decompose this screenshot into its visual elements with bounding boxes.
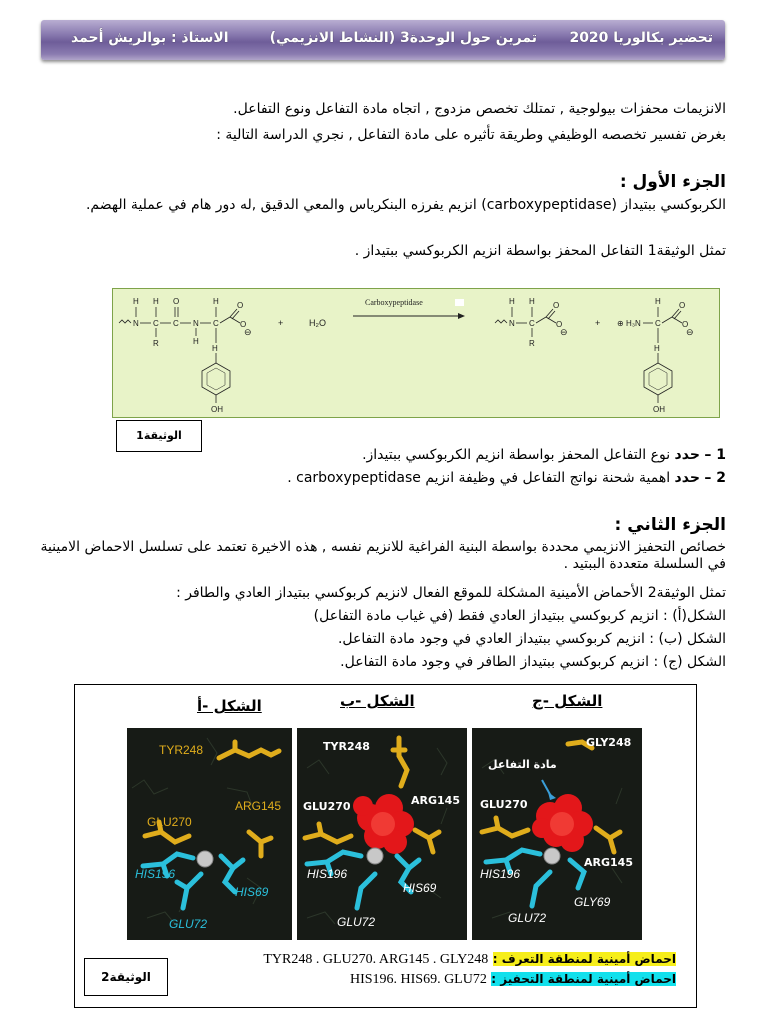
- atom-label: H: [212, 344, 218, 353]
- residue-label: HIS196: [135, 867, 176, 881]
- water-label: H₂O: [309, 318, 326, 328]
- charge-label: ⊖: [686, 327, 694, 337]
- legend-recognition-values: TYR248 . GLU270. ARG145 . GLY248: [263, 952, 489, 967]
- part2-paragraph: خصائص التحفيز الانزيمي محددة بواسطة البنية الفراغية للانزيم نفسه , هذه الاخيرة تعتمد على تسلسل الاحماض الامينية في السلسلة متعددة الببتيد .: [40, 539, 726, 572]
- figure1-caption: الوثيقة1: [116, 420, 202, 452]
- question-2-text: اهمية شحنة نواتج التفاعل في وظيفة انزيم carboxypeptidase .: [287, 470, 671, 486]
- atom-label: H: [529, 297, 535, 306]
- residue-label: ARG145: [235, 799, 282, 813]
- legend-recognition: [263, 951, 676, 968]
- residue-label: GLU270: [147, 815, 192, 829]
- shape-a-label: الشكل -أ: [197, 697, 262, 715]
- residue-label: HIS196: [480, 867, 521, 881]
- atom-label: OH: [653, 405, 665, 414]
- atom-label: C: [655, 319, 661, 328]
- substrate-molecule: [353, 794, 414, 854]
- atom-label: OH: [211, 405, 223, 414]
- substrate-label: مادة التفاعل: [488, 758, 557, 771]
- atom-label: H: [213, 297, 219, 306]
- header-banner: [41, 20, 725, 60]
- residue-label: ARG145: [584, 856, 633, 869]
- charge-label: ⊖: [244, 327, 252, 337]
- part2-title: الجزء الثاني :: [614, 515, 726, 535]
- residue-label: HIS196: [307, 867, 348, 881]
- charge-label: ⊕: [617, 319, 624, 328]
- atom-label: C: [213, 319, 219, 328]
- panel-c-image: [472, 728, 642, 940]
- residue-label: GLY248: [586, 736, 632, 749]
- legend-catalytic-label: احماض أمينية لمنطقة التحفيز :: [491, 972, 676, 986]
- residue-label: HIS69: [235, 885, 269, 899]
- atom-label: R: [153, 339, 159, 348]
- atom-label: R: [529, 339, 535, 348]
- residue-label: TYR248: [159, 743, 204, 757]
- figure-a-description: الشكل(أ) : انزيم كربوكسي ببتيداز العادي فقط (في غياب مادة التفاعل): [313, 608, 726, 624]
- atom-label: H: [655, 297, 661, 306]
- atom-label: C: [173, 319, 179, 328]
- plus-sign: +: [278, 318, 284, 328]
- atom-label: O: [553, 301, 560, 310]
- panel-b-image: [297, 728, 467, 940]
- figure-c-description: الشكل (ج) : انزيم كربوكسي ببتيداز الطافر في وجود مادة التفاعل.: [340, 654, 726, 670]
- residue-label: GLU270: [480, 798, 528, 811]
- atom-label: O: [173, 297, 180, 306]
- atom-label: O: [237, 301, 244, 310]
- legend-catalytic-values: HIS196. HIS69. GLU72: [349, 972, 487, 987]
- atom-label: H: [133, 297, 139, 306]
- intro-line-1: الانزيمات محفزات بيولوجية , تمتلك تخصص مزدوج , اتجاه مادة التفاعل ونوع التفاعل.: [233, 101, 726, 117]
- residue-label: GLY69: [574, 895, 611, 909]
- question-2-number: 2 –: [704, 470, 726, 486]
- atom-label: H: [509, 297, 515, 306]
- cyan-residues: [143, 854, 243, 908]
- question-1: [362, 447, 726, 464]
- shape-c-label: الشكل -ج: [532, 692, 603, 710]
- residue-label: ARG145: [411, 794, 460, 807]
- header-subtitle: تمرين حول الوحدة3 (النشاط الانزيمي): [269, 30, 537, 46]
- atom-label: H₃N: [626, 319, 641, 328]
- question-1-number: 1 –: [704, 447, 726, 463]
- intro-line-2: بغرض تفسير تخصصه الوظيفي وطريقة تأثيره على مادة التفاعل , نجري الدراسة التالية :: [216, 127, 726, 143]
- substrate-molecule: [119, 297, 252, 414]
- atom-label: O: [679, 301, 686, 310]
- reaction-arrow: [353, 298, 465, 319]
- panel-a: [127, 728, 292, 940]
- residue-label: GLU72: [508, 911, 547, 925]
- panel-a-image: [127, 728, 292, 940]
- zinc-ion: [544, 848, 560, 864]
- atom-label: N: [133, 319, 139, 328]
- atom-label: N: [193, 319, 199, 328]
- zinc-ion: [367, 848, 383, 864]
- enzyme-label: Carboxypeptidase: [365, 298, 423, 307]
- atom-label: H: [654, 344, 660, 353]
- product-1-molecule: [495, 297, 568, 348]
- charge-label: ⊖: [560, 327, 568, 337]
- question-2-verb: حدد: [674, 470, 700, 486]
- part1-title: الجزء الأول :: [619, 172, 726, 192]
- reaction-diagram: [113, 289, 719, 417]
- atom-label: C: [529, 319, 535, 328]
- panel-c: [472, 728, 642, 940]
- question-2: [287, 470, 726, 487]
- part2-doc-intro: تمثل الوثيقة2 الأحماض الأمينية المشكلة للموقع الفعال لانزيم كربوكسي ببتيداز العادي والطافر :: [176, 585, 726, 601]
- atom-label: O: [240, 320, 247, 329]
- residue-label: HIS69: [403, 881, 437, 895]
- residue-label: GLU72: [169, 917, 208, 931]
- figure2-caption: الوثيقة2: [84, 958, 168, 996]
- product-2-molecule: [617, 297, 694, 414]
- atom-label: O: [682, 320, 689, 329]
- shape-b-label: الشكل -ب: [340, 692, 415, 710]
- question-1-text: نوع التفاعل المحفز بواسطة انزيم الكربوكسي ببتيداز.: [362, 447, 671, 463]
- legend-recognition-label: احماض أمينية لمنطقة التعرف :: [492, 952, 676, 966]
- part1-doc-intro: تمثل الوثيقة1 التفاعل المحفز بواسطة انزيم الكربوكسي ببتيداز .: [354, 243, 726, 259]
- atom-label: O: [556, 320, 563, 329]
- residue-label: GLU270: [303, 800, 351, 813]
- zinc-ion: [197, 851, 213, 867]
- header-title: تحضير بكالوريا 2020: [569, 30, 713, 46]
- substrate-molecule: [532, 794, 593, 852]
- header-teacher: الاستاذ : بوالريش أحمد: [71, 30, 229, 46]
- atom-label: C: [153, 319, 159, 328]
- arrowhead-icon: [548, 792, 556, 800]
- atom-label: H: [193, 337, 199, 346]
- part1-paragraph: الكربوكسي ببتيداز (carboxypeptidase) انزيم يفرزه البنكرياس والمعي الدقيق ,له دور هام في عملية الهضم.: [85, 197, 726, 213]
- residue-label: TYR248: [323, 740, 370, 753]
- atom-label: H: [153, 297, 159, 306]
- panel-b: [297, 728, 467, 940]
- plus-sign: +: [595, 318, 601, 328]
- figure-b-description: الشكل (ب) : انزيم كربوكسي ببتيداز العادي في وجود مادة التفاعل.: [337, 631, 726, 647]
- reaction-figure: [112, 288, 720, 418]
- question-1-verb: حدد: [674, 447, 700, 463]
- residue-label: GLU72: [337, 915, 376, 929]
- atom-label: N: [509, 319, 515, 328]
- legend-catalytic: [350, 971, 676, 988]
